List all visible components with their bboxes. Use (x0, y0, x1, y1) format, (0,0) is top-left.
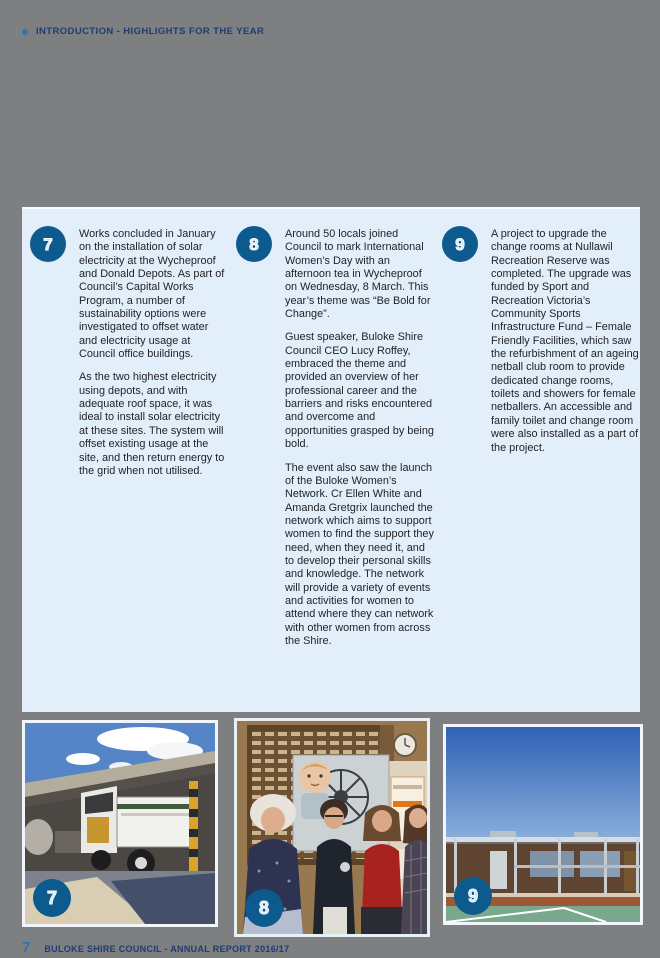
page-header (22, 26, 264, 37)
photo-8-number-badge (245, 889, 283, 927)
photo-depot-solar (22, 720, 218, 927)
highlight-7-badge (30, 226, 66, 262)
highlight-8-badge (236, 226, 272, 262)
paragraph: A project to upgrade the change rooms at Nullawil Recreation Reserve was completed. The upgrade was funded by Sport and Recreation Victoria’s Community Sports Infrastructure Fund – Female Friendly Facilities, which saw the refurbishment of an ageing netball club room to provide dedicated change rooms, toilets and showers for female netballers. An accessible and family toilet and change room were also installed as a part of the project. (491, 228, 639, 454)
paragraph: Around 50 locals joined Council to mark International Women’s Day with an afternoon tea in Wycheproof on Wednesday, 8 March. This year’s theme was “Be Bold for Change”. (285, 228, 431, 321)
photo-7-number: 7 (46, 888, 57, 908)
highlight-8-text (285, 228, 434, 658)
footer-report-title: BULOKE SHIRE COUNCIL - ANNUAL REPORT 2016/17 (44, 944, 290, 954)
highlight-7-text (79, 228, 228, 488)
highlights-panel (22, 207, 640, 712)
paragraph: The event also saw the launch of the Buloke Women’s Network. Cr Ellen White and Amanda Gretgrix launched the network which aims to support women to find the support they need, when they need it, and to develop their personal skills and knowledge. The network will provide a variety of events and activities for women to attend where they can network with other women from across the Shire. (285, 461, 434, 647)
photo-9-number: 9 (467, 886, 478, 906)
photo-7-number-badge (33, 879, 71, 917)
highlight-7-number: 7 (43, 234, 53, 254)
photo-netball-court (443, 724, 643, 925)
footer-page-number: 7 (22, 939, 31, 956)
photo-8-number: 8 (258, 898, 269, 918)
highlight-item-7 (22, 209, 228, 712)
highlight-item-8 (228, 209, 434, 712)
photo-9-number-badge (454, 877, 492, 915)
bullet-icon (22, 29, 28, 35)
paragraph: As the two highest electricity using depots, and with adequate roof space, it was ideal to install solar electricity at these sites. The system will offset existing usage at the site, and then return energy to the grid when not utilised. (79, 371, 225, 477)
highlight-9-number: 9 (455, 234, 465, 254)
page-footer (22, 940, 289, 955)
page-header-title: INTRODUCTION - HIGHLIGHTS FOR THE YEAR (36, 26, 265, 37)
photo-womens-day-group (234, 718, 430, 937)
highlight-8-number: 8 (249, 234, 259, 254)
highlight-9-text (491, 228, 640, 465)
paragraph: Guest speaker, Buloke Shire Council CEO Lucy Roffey, embraced the theme and provided an overview of her professional career and the barriers and risks encountered and overcome and opportunities grasped by being bold. (285, 331, 434, 451)
paragraph: Works concluded in January on the installation of solar electricity at the Wycheproof and Donald Depots. As part of Council’s Capital Works Program, a number of sustainability options were investigated to offset water and electricity usage at Council office buildings. (79, 228, 225, 361)
highlight-item-9 (434, 209, 640, 712)
highlight-9-badge (442, 226, 478, 262)
